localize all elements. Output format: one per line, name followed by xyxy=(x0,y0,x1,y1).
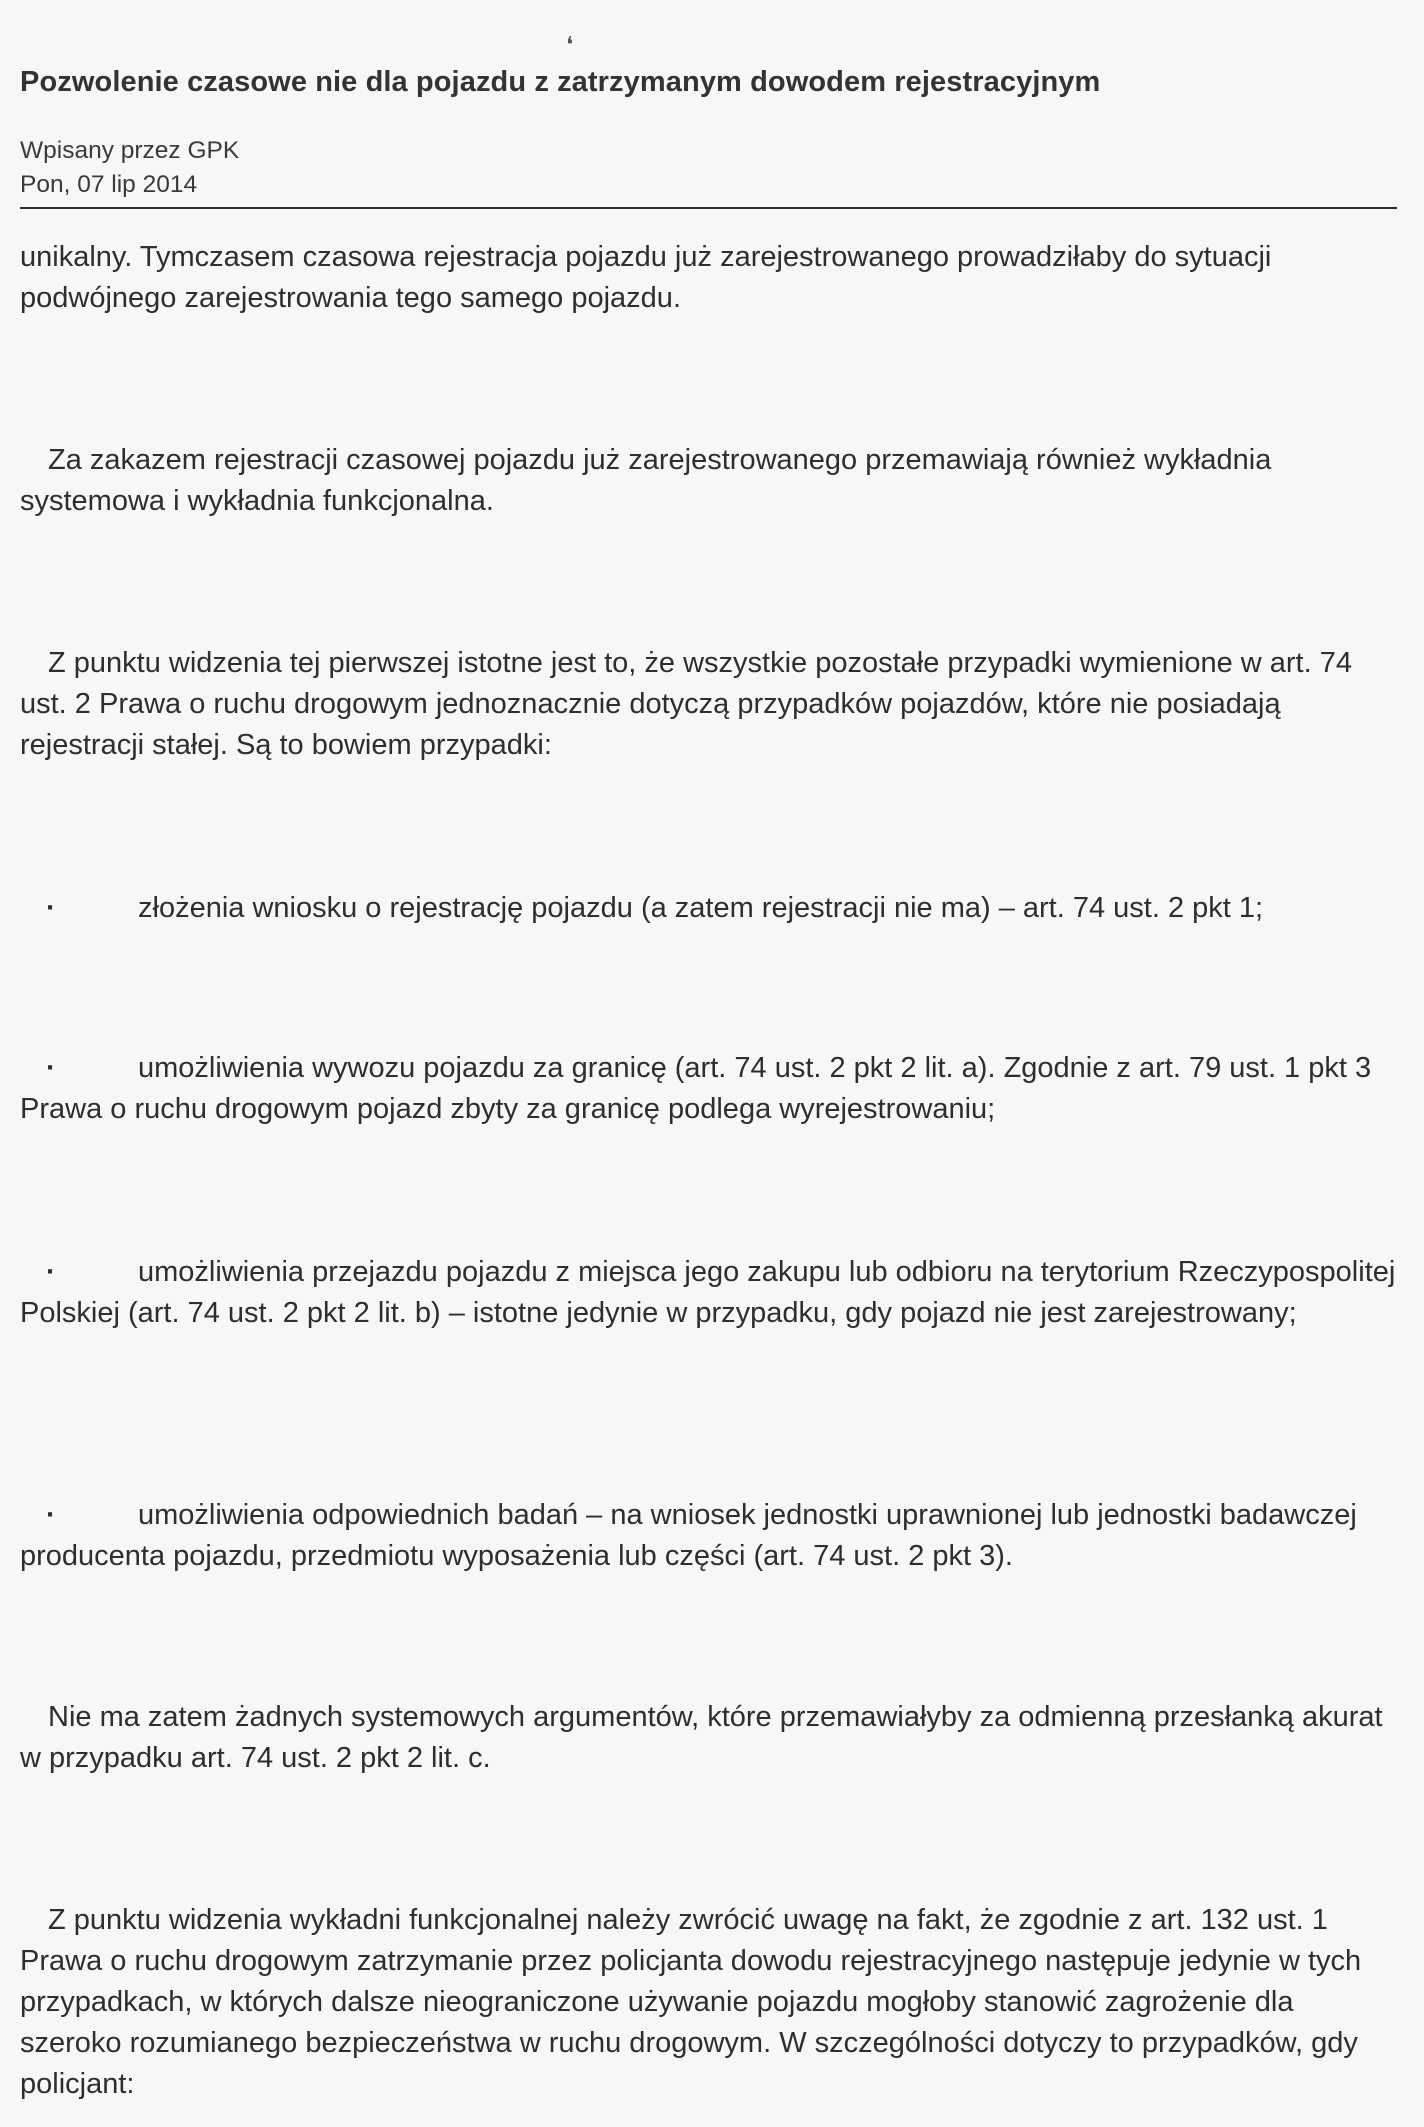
list-item-text: złożenia wniosku o rejestrację pojazdu (a zatem rejestracji nie ma) – art. 74 ust. 2 pkt 1; xyxy=(138,892,1264,924)
document-title: Pozwolenie czasowe nie dla pojazdu z zatrzymanym dowodem rejestracyjnym xyxy=(20,66,1101,98)
list-item-text: umożliwienia wywozu pojazdu za granicę (art. 74 ust. 2 pkt 2 lit. a). Zgodnie z art. 79 ust. 1 pkt 3 Prawa o ruchu drogowym pojazd zbyty za granicę podlega wyrejestrowaniu; xyxy=(20,1052,1372,1125)
header-divider xyxy=(20,207,1397,209)
list-item-1 xyxy=(20,888,1400,929)
bullet-marker: · xyxy=(46,892,56,924)
author-line: Wpisany przez GPK xyxy=(20,137,240,164)
scan-speck-mark: ❛ xyxy=(566,32,574,57)
list-item-3 xyxy=(20,1252,1400,1334)
date-line: Pon, 07 lip 2014 xyxy=(20,171,198,198)
bullet-marker: · xyxy=(46,1052,56,1084)
list-item-text: umożliwienia przejazdu pojazdu z miejsca jego zakupu lub odbioru na terytorium Rzeczypospolitej Polskiej (art. 74 ust. 2 pkt 2 lit. b) – istotne jedynie w przypadku, gdy pojazd nie jest zarejestrowany; xyxy=(20,1256,1396,1329)
document-header xyxy=(20,66,1400,99)
paragraph-5: Z punktu widzenia wykładni funkcjonalnej należy zwrócić uwagę na fakt, że zgodnie z art. 132 ust. 1 Prawa o ruchu drogowym zatrzymanie przez policjanta dowodu rejestracyjnego następuje jedynie w tych przypadkach, w których dalsze nieograniczone używanie pojazdu mogłoby stanowić zagrożenie dla szeroko rozumianego bezpieczeństwa w ruchu drogowym. W szczególności dotyczy to przypadków, gdy policjant: xyxy=(20,1904,1362,2100)
document-meta xyxy=(20,134,239,202)
paragraph-3: Z punktu widzenia tej pierwszej istotne jest to, że wszystkie pozostałe przypadki wymienione w art. 74 ust. 2 Prawa o ruchu drogowym jednoznacznie dotyczą przypadków pojazdów, które nie posiadają rejestracji stałej. Są to bowiem przypadki: xyxy=(20,647,1352,761)
list-item-4 xyxy=(20,1495,1400,1577)
paragraph-4: Nie ma zatem żadnych systemowych argumentów, które przemawiałyby za odmienną przesłanką akurat w przypadku art. 74 ust. 2 pkt 2 lit. c. xyxy=(20,1701,1383,1774)
bullet-marker: · xyxy=(46,1499,56,1531)
bullet-marker: · xyxy=(46,1256,56,1288)
list-item-2 xyxy=(20,1048,1400,1130)
paragraph-1: unikalny. Tymczasem czasowa rejestracja pojazdu już zarejestrowanego prowadziłaby do sytuacji podwójnego zarejestrowania tego samego pojazdu. xyxy=(20,241,1272,314)
paragraph-2: Za zakazem rejestracji czasowej pojazdu już zarejestrowanego przemawiają również wykładnia systemowa i wykładnia funkcjonalna. xyxy=(20,444,1272,517)
list-item-text: umożliwienia odpowiednich badań – na wniosek jednostki uprawnionej lub jednostki badawczej producenta pojazdu, przedmiotu wyposażenia lub części (art. 74 ust. 2 pkt 3). xyxy=(20,1499,1357,1572)
